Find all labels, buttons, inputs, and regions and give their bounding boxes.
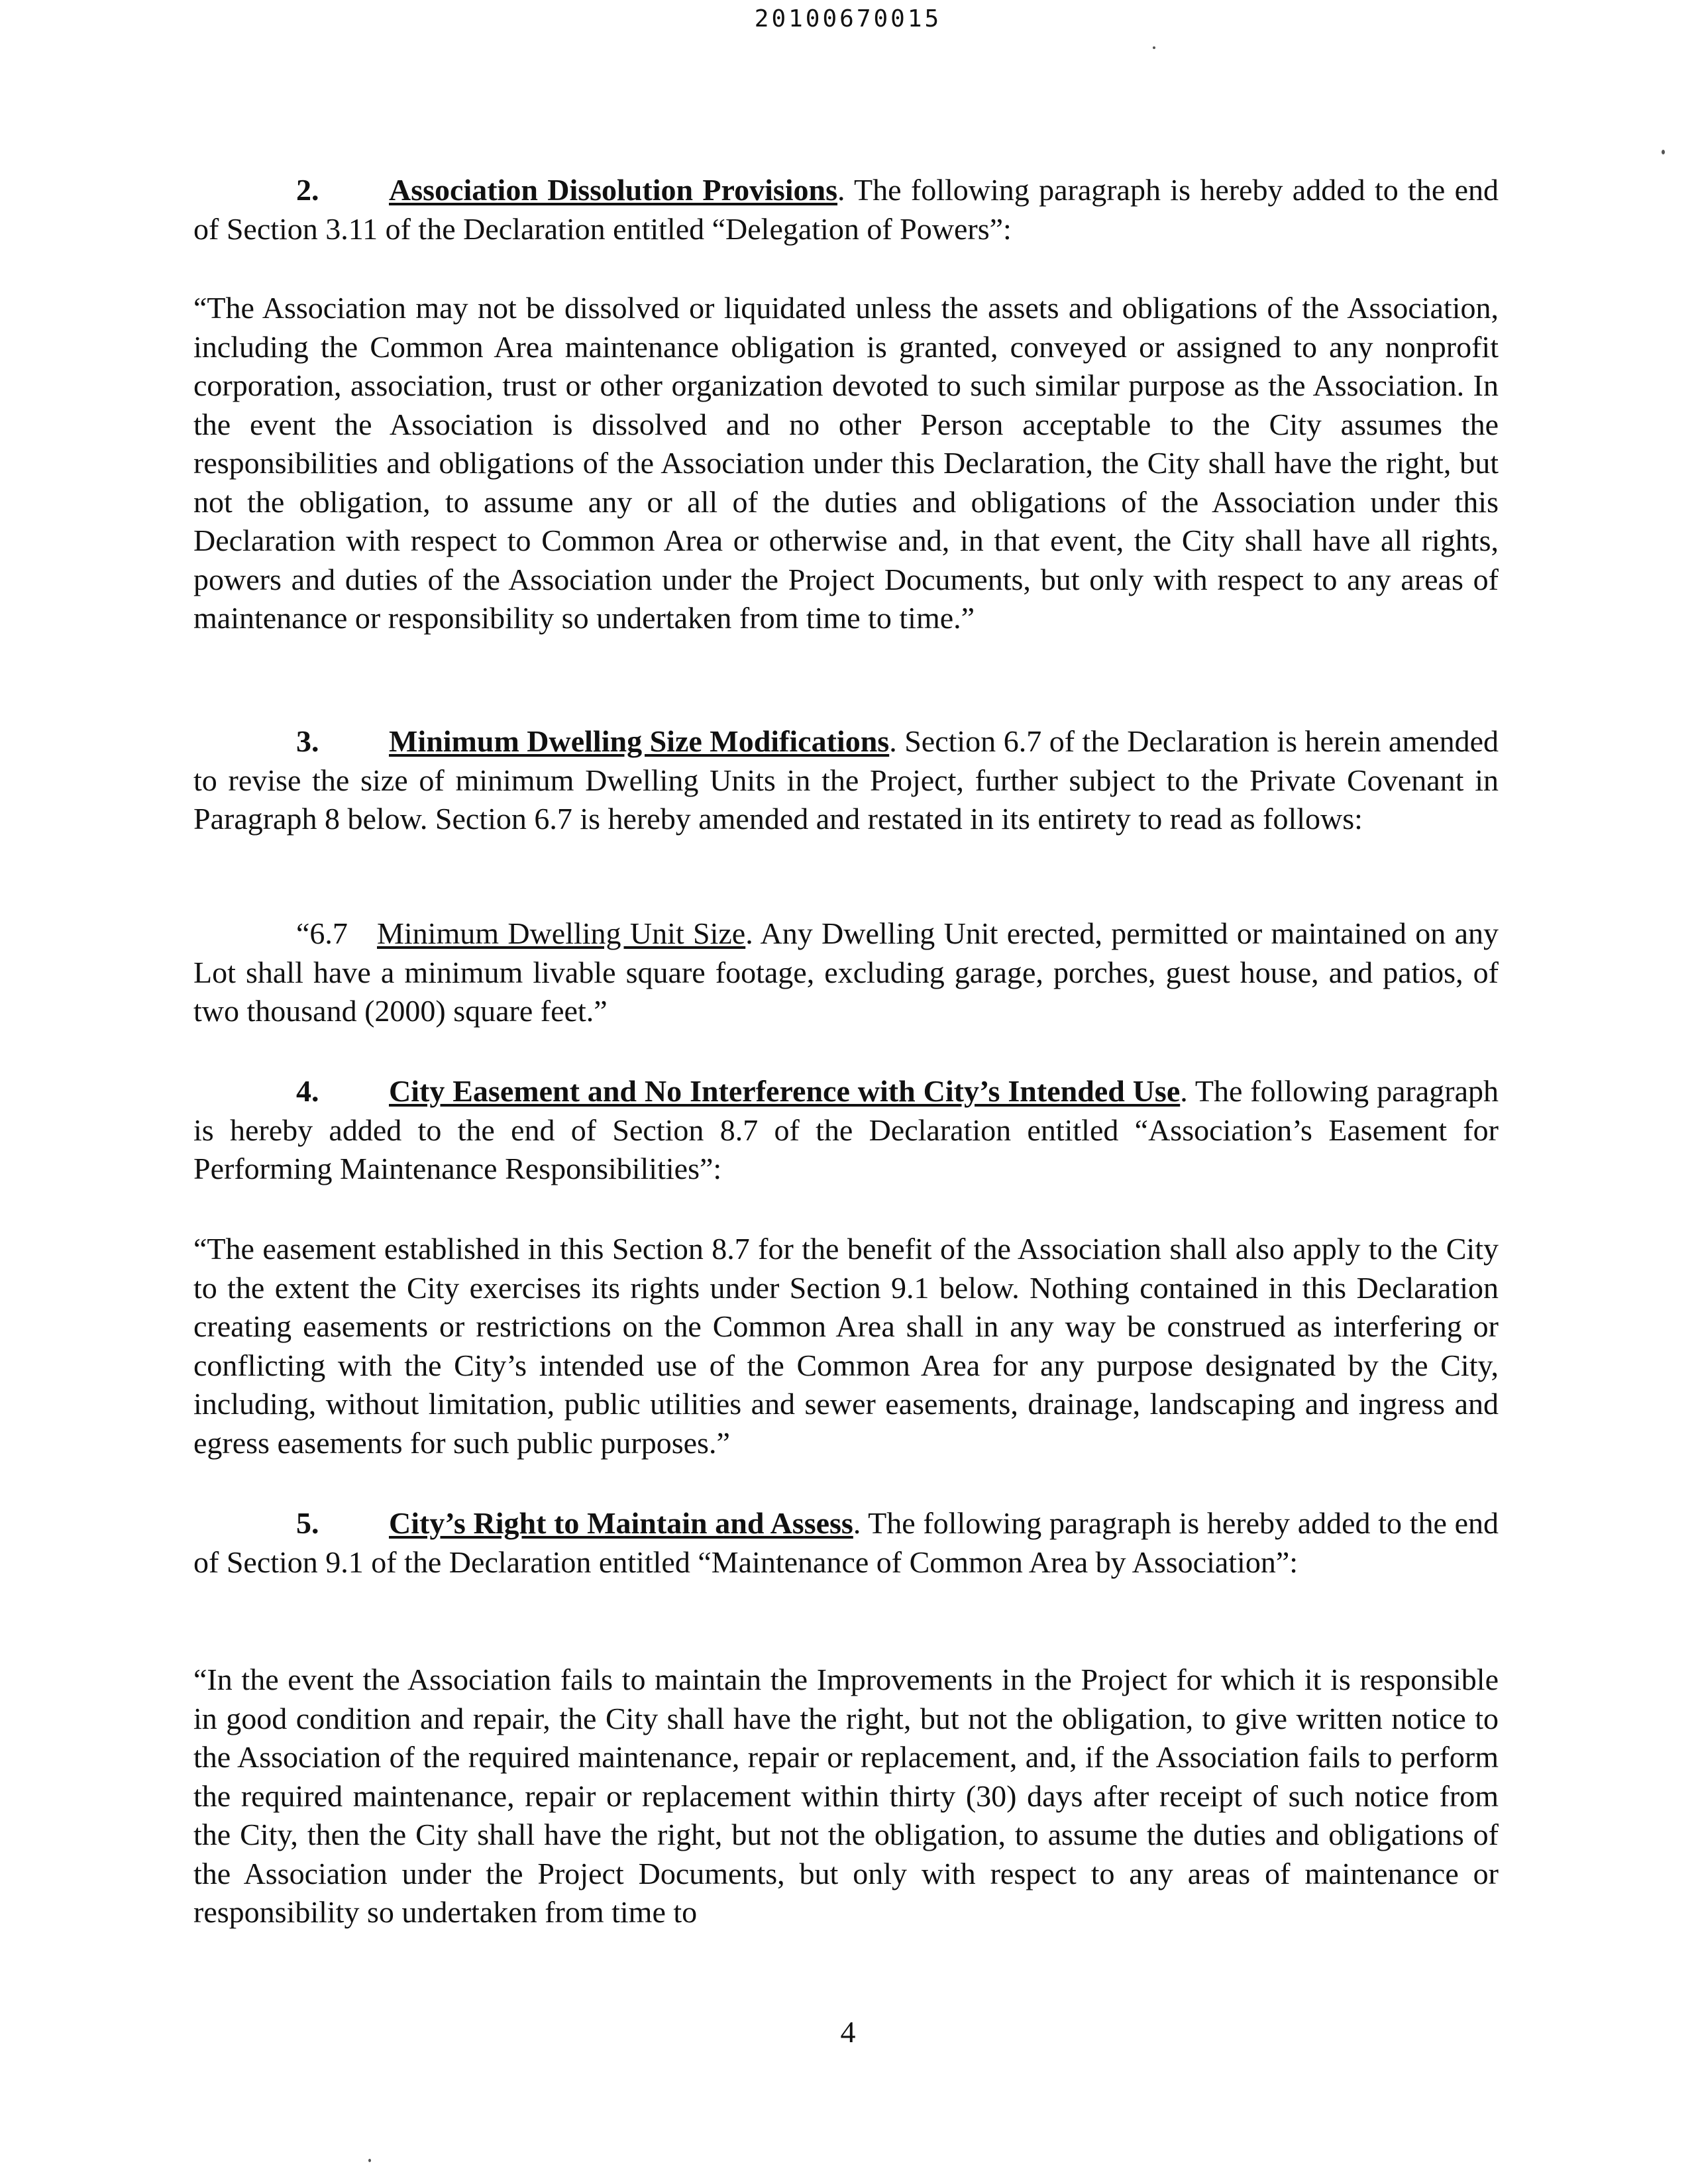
section-3-heading-paragraph <box>193 722 1499 839</box>
section-number: 5. <box>296 1506 319 1540</box>
section-3-subsection <box>193 914 1499 1031</box>
section-title: City Easement and No Interference with City’s Intended Use <box>389 1074 1181 1108</box>
subsection-number: “6.7 <box>296 916 348 950</box>
subsection-title: Minimum Dwelling Unit Size <box>377 916 746 950</box>
section-number: 2. <box>296 173 319 207</box>
section-number: 3. <box>296 724 319 758</box>
subsection-text: . Any Dwelling Unit erected, permitted or maintained on any Lot shall have a minimum livable square footage, excluding garage, porches, guest house, and patios, of two thousand (2000) square feet.” <box>193 916 1499 1028</box>
section-title: City’s Right to Maintain and Assess <box>389 1506 853 1540</box>
section-5-heading-paragraph <box>193 1504 1499 1582</box>
section-2-heading-paragraph <box>193 171 1499 248</box>
scan-speck <box>368 2159 371 2162</box>
scan-speck <box>1662 150 1665 154</box>
section-intro: . Section 6.7 of the Declaration is herein amended to revise the size of minimum Dwelling Units in the Project, further subject to the Private Covenant in Paragraph 8 below. Section 6.7 is hereby amended and restated in its entirety to read as follows: <box>193 724 1499 836</box>
section-2-quote: “The Association may not be dissolved or liquidated unless the assets and obligations of the Association, including the Common Area maintenance obligation is granted, conveyed or assigned to any nonprofit corporation, association, trust or other organization devoted to such similar purpose as the Association. In the event the Association is dissolved and no other Person acceptable to the City assumes the responsibilities and obligations of the Association under this Declaration, the City shall have the right, but not the obligation, to assume any or all of the duties and obligations of the Association under this Declaration with respect to Common Area or otherwise and, in that event, the City shall have all rights, powers and duties of the Association under the Project Documents, but only with respect to any areas of maintenance or responsibility so undertaken from time to time.” <box>193 291 1499 635</box>
document-number: 20100670015 <box>754 5 942 32</box>
section-title: Minimum Dwelling Size Modifications <box>389 724 890 758</box>
section-number: 4. <box>296 1074 319 1108</box>
section-5-quote: “In the event the Association fails to maintain the Improvements in the Project for which it is responsible in good condition and repair, the City shall have the right, but not the obligation, to give written notice to the Association of the required maintenance, repair or replacement, and, if the Association fails to perform the required maintenance, repair or replacement within thirty (30) days after receipt of such notice from the City, then the City shall have the right, but not the obligation, to assume the duties and obligations of the Association under the Project Documents, but only with respect to any areas of maintenance or responsibility so undertaken from time to <box>193 1663 1499 1929</box>
page-number: 4 <box>840 2015 856 2049</box>
section-4-quote: “The easement established in this Section 8.7 for the benefit of the Association shall also apply to the City to the extent the City exercises its rights under Section 9.1 below. Nothing contained in this Declaration creating easements or restrictions on the Common Area shall in any way be construed as interfering or conflicting with the City’s intended use of the Common Area for any purpose designated by the City, including, without limitation, public utilities and sewer easements, drainage, landscaping and ingress and egress easements for such public purposes.” <box>193 1232 1499 1460</box>
section-intro: . The following paragraph is hereby added to the end of Section 8.7 of the Declaration entitled “Association’s Easement for Performing Maintenance Responsibilities”: <box>193 1074 1499 1185</box>
section-4-heading-paragraph <box>193 1072 1499 1189</box>
scan-speck <box>1153 46 1155 49</box>
section-intro: . The following paragraph is hereby added to the end of Section 9.1 of the Declaration entitled “Maintenance of Common Area by Association”: <box>193 1506 1499 1579</box>
section-title: Association Dissolution Provisions <box>389 173 838 207</box>
section-intro: . The following paragraph is hereby added to the end of Section 3.11 of the Declaration entitled “Delegation of Powers”: <box>193 173 1499 246</box>
